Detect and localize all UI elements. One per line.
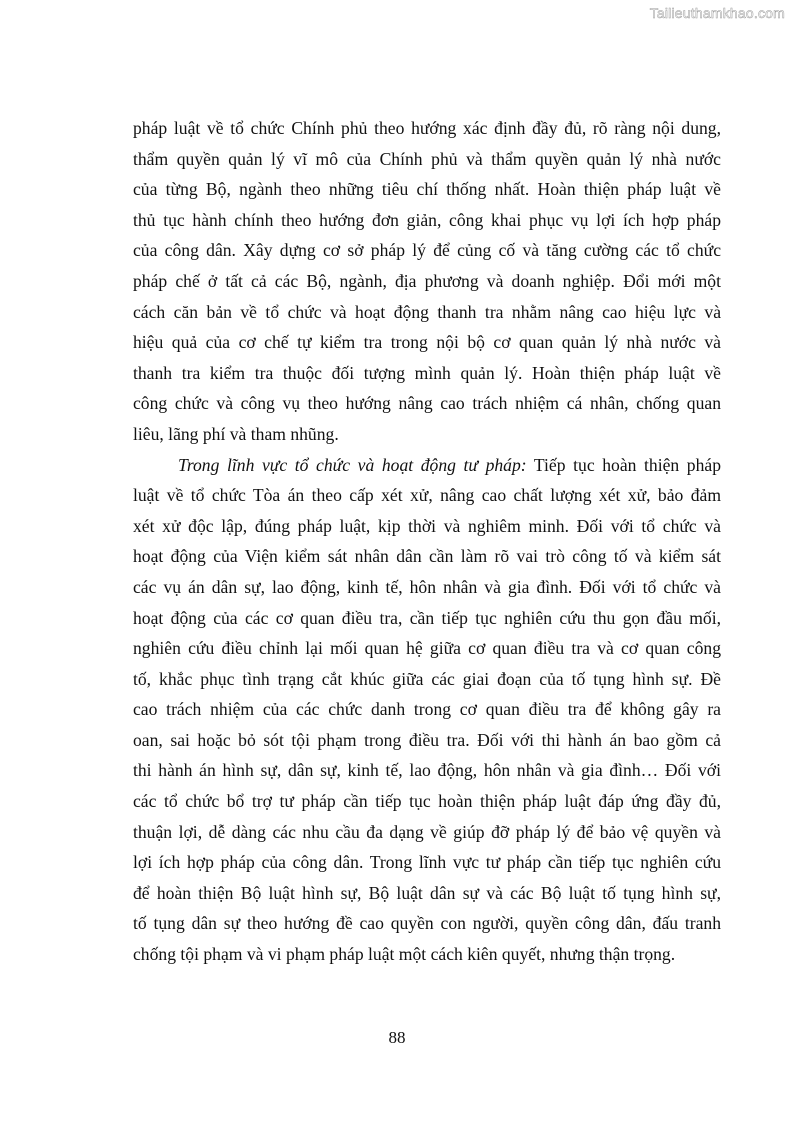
text-line: của từng Bộ, ngành theo những tiêu chí thống nhất. Hoàn thiện pháp luật về xyxy=(133,179,721,200)
text-line: lợi ích hợp pháp của công dân. Trong lĩnh vực tư pháp cần tiếp tục nghiên cứu xyxy=(133,852,721,873)
text-line: cao trách nhiệm của các chức danh trong cơ quan điều tra để không gây ra xyxy=(133,699,721,720)
text-line: cách căn bản về tổ chức và hoạt động thanh tra nhằm nâng cao hiệu lực và xyxy=(133,301,721,322)
text-line: công chức và công vụ theo hướng nâng cao trách nhiệm cá nhân, chống quan xyxy=(133,393,721,414)
text-line: oan, sai hoặc bỏ sót tội phạm trong điều tra. Đối với thi hành án bao gồm cả xyxy=(133,729,721,750)
text-line: của công dân. Xây dựng cơ sở pháp lý để củng cố và tăng cường các tổ chức xyxy=(133,240,721,261)
paragraph-judicial xyxy=(133,450,721,970)
text-line: thủ tục hành chính theo hướng đơn giản, công khai phục vụ lợi ích hợp pháp xyxy=(133,209,721,230)
text-line: chống tội phạm và vi phạm pháp luật một cách kiên quyết, nhưng thận trọng. xyxy=(133,944,676,965)
paragraph-executive-law xyxy=(133,113,721,450)
text-line: các tổ chức bổ trợ tư pháp cần tiếp tục hoàn thiện pháp luật đáp ứng đầy đủ, xyxy=(133,791,721,812)
text-line: để hoàn thiện Bộ luật hình sự, Bộ luật dân sự và các Bộ luật tố tụng hình sự, xyxy=(133,882,721,903)
text-line: hoạt động của Viện kiểm sát nhân dân cần làm rõ vai trò công tố và kiểm sát xyxy=(133,546,721,567)
text-line: tố, khắc phục tình trạng cắt khúc giữa các giai đoạn của tố tụng hình sự. Đề xyxy=(133,668,721,689)
text-line: xét xử độc lập, đúng pháp luật, kịp thời và nghiêm minh. Đối với tổ chức và xyxy=(133,515,721,536)
text-line: pháp chế ở tất cả các Bộ, ngành, địa phương và doanh nghiệp. Đổi mới một xyxy=(133,270,721,291)
text-line: các vụ án dân sự, lao động, kinh tế, hôn nhân và gia đình. Đối với tổ chức và xyxy=(133,576,721,597)
text-line: nghiên cứu điều chỉnh lại mối quan hệ giữa cơ quan điều tra và cơ quan công xyxy=(133,638,721,659)
text-line: hiệu quả của cơ chế tự kiểm tra trong nội bộ cơ quan quản lý nhà nước và xyxy=(133,332,721,353)
page-number: 88 xyxy=(388,1028,406,1047)
text-line: thuận lợi, dễ dàng các nhu cầu đa dạng về giúp đỡ pháp lý để bảo vệ quyền và xyxy=(133,821,721,842)
text-line: hoạt động của các cơ quan điều tra, cần tiếp tục nghiên cứu thu gọn đầu mối, xyxy=(133,607,721,628)
text-line: thanh tra kiểm tra thuộc đối tượng mình quản lý. Hoàn thiện pháp luật về xyxy=(133,362,721,383)
text-line: liêu, lãng phí và tham nhũng. xyxy=(133,423,339,444)
text-line: tố tụng dân sự theo hướng đề cao quyền con người, quyền công dân, đấu tranh xyxy=(133,913,721,934)
italic-heading: Trong lĩnh vực tổ chức và hoạt động tư pháp: xyxy=(178,454,527,475)
text-line: Trong lĩnh vực tổ chức và hoạt động tư pháp: Tiếp tục hoàn thiện pháp xyxy=(178,454,721,475)
watermark: Tailieuthamkhao.com xyxy=(649,5,785,21)
text-line: thi hành án hình sự, dân sự, kinh tế, lao động, hôn nhân và gia đình… Đối với xyxy=(133,760,721,781)
document-body xyxy=(133,113,721,970)
text-line: luật về tổ chức Tòa án theo cấp xét xử, nâng cao chất lượng xét xử, bảo đảm xyxy=(133,485,721,506)
text-line: thẩm quyền quản lý vĩ mô của Chính phủ và thẩm quyền quản lý nhà nước xyxy=(133,148,721,169)
text-line: pháp luật về tổ chức Chính phủ theo hướng xác định đầy đủ, rõ ràng nội dung, xyxy=(133,118,721,138)
